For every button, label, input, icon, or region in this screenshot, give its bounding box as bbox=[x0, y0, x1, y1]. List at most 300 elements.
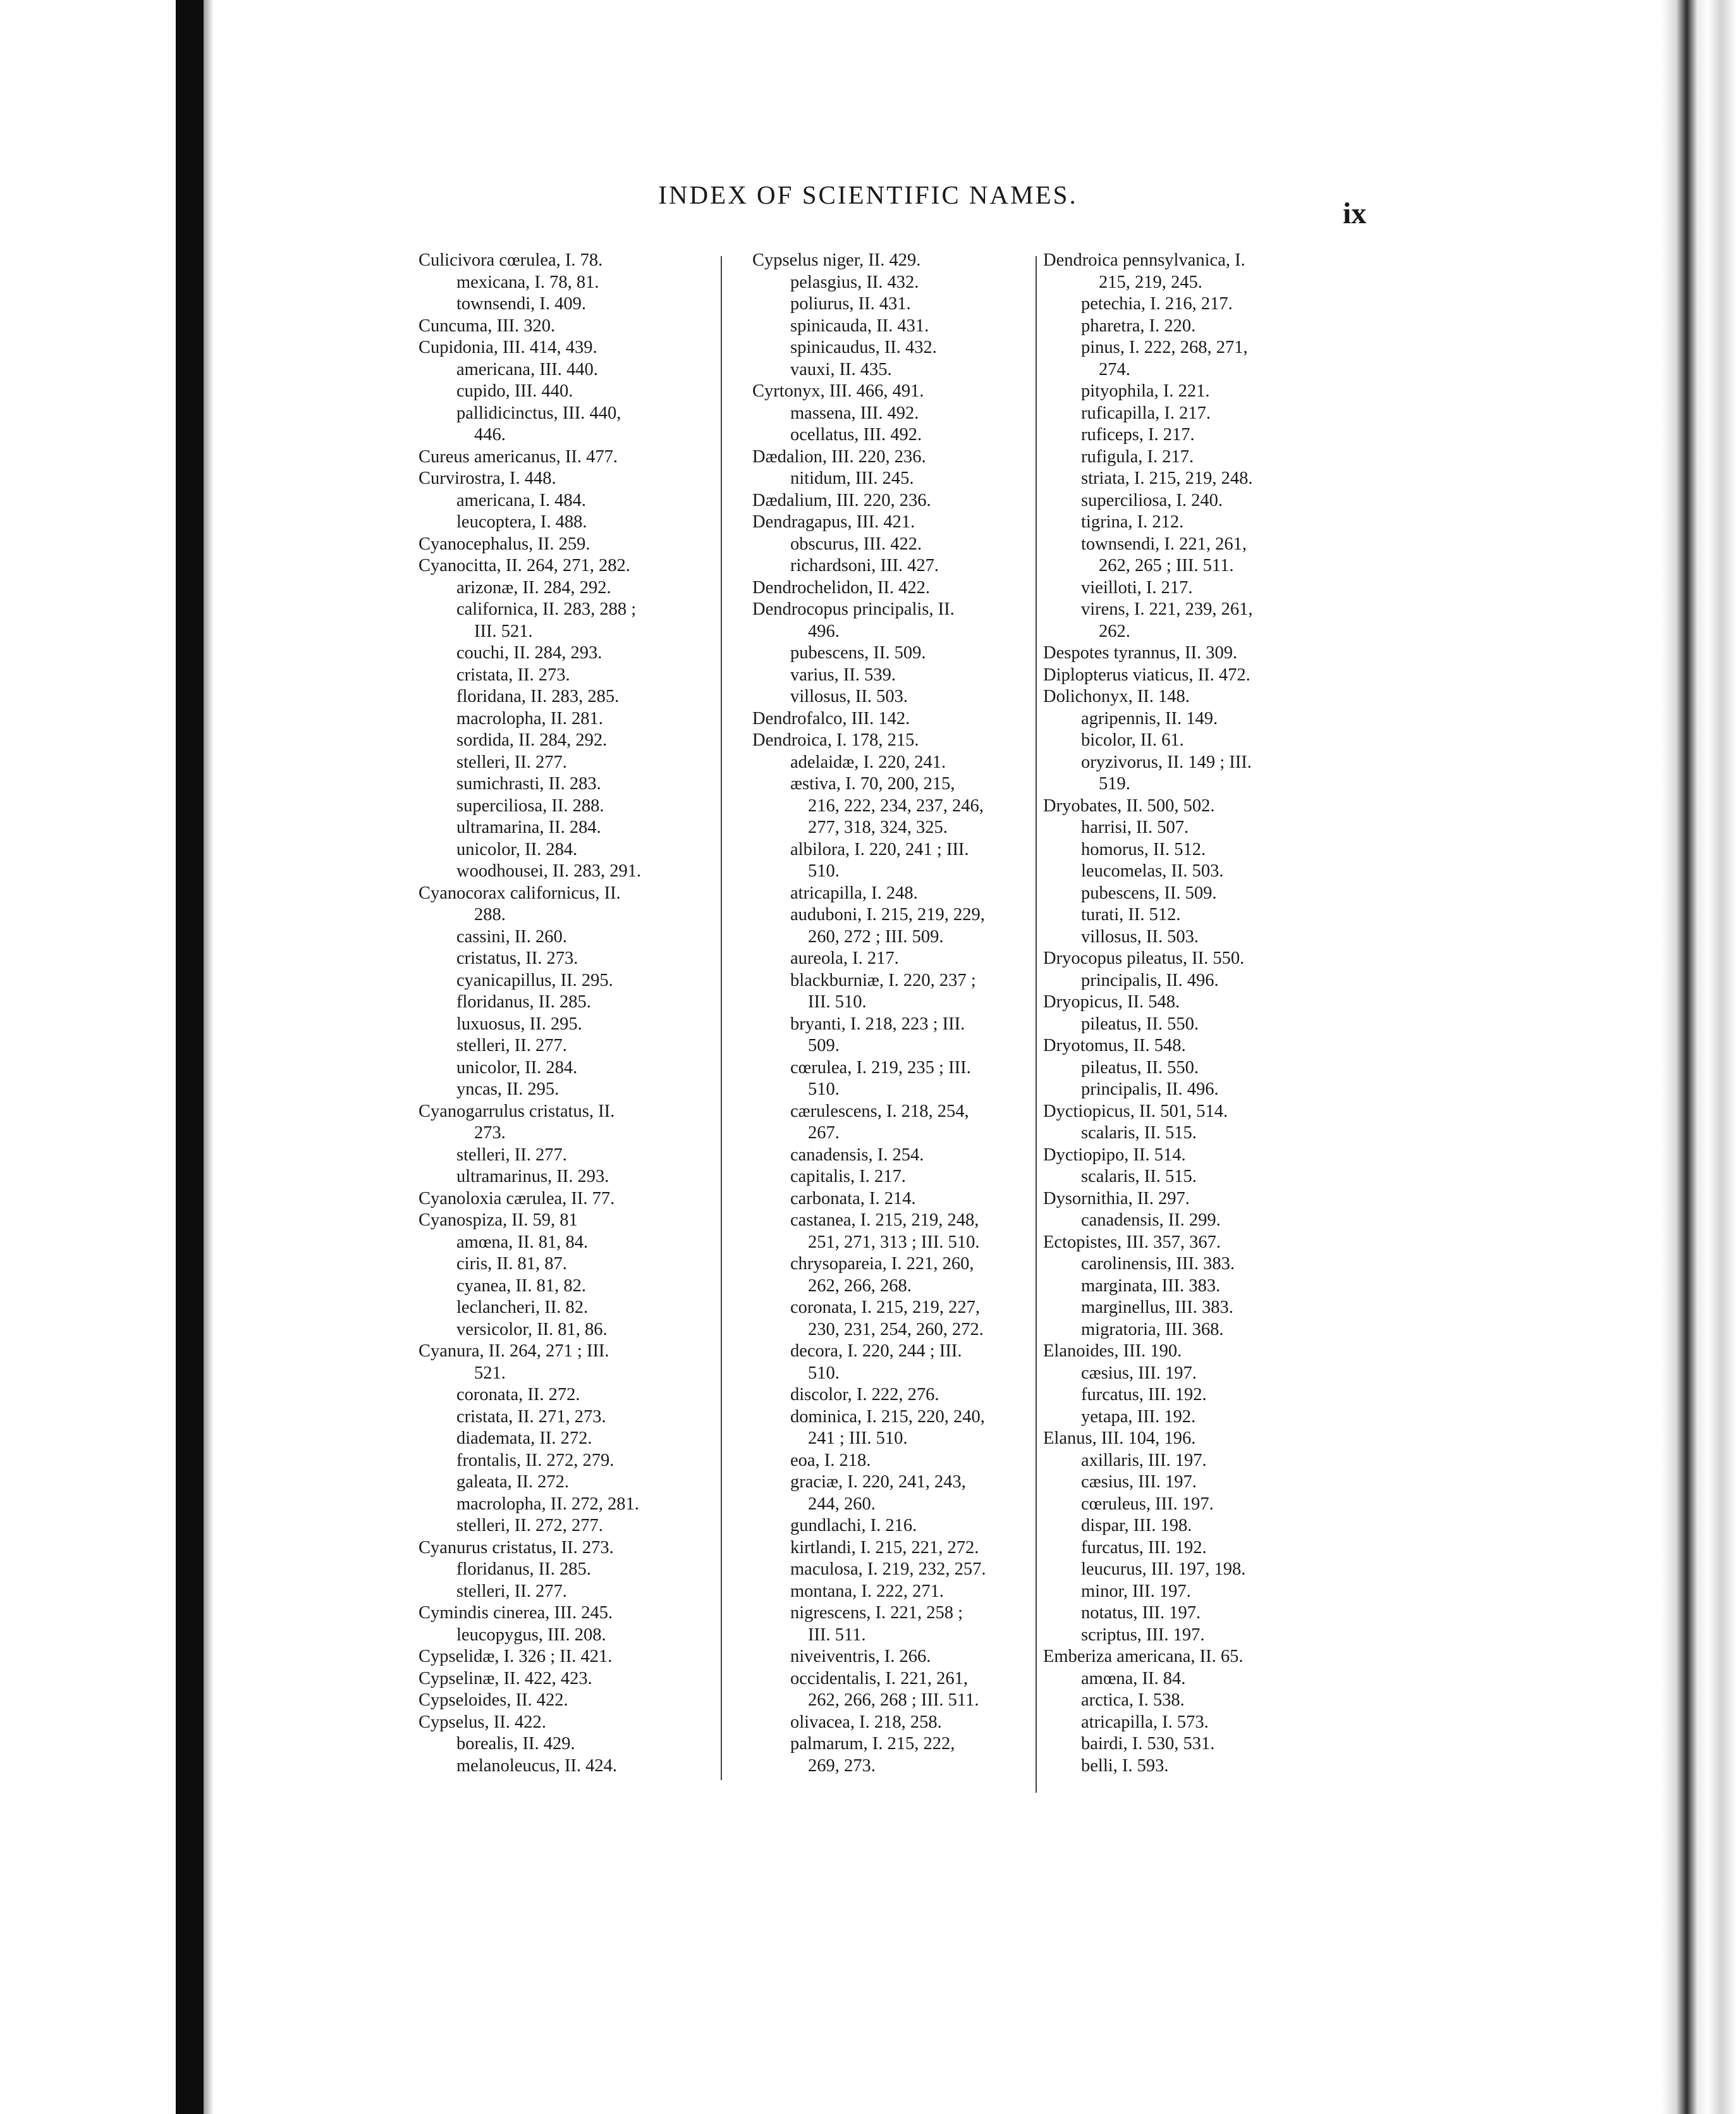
index-entry-text: petechia, I. 216, 217. bbox=[1081, 294, 1233, 314]
index-entry bbox=[1043, 948, 1372, 970]
index-entry-text: luxuosus, II. 295. bbox=[456, 1014, 582, 1034]
index-entry-text: unicolor, II. 284. bbox=[456, 839, 578, 859]
index-entry-continuation: 496. bbox=[808, 621, 840, 641]
index-entry bbox=[419, 665, 747, 687]
index-entry bbox=[1043, 883, 1372, 905]
index-entry bbox=[752, 1733, 1049, 1777]
index-entry bbox=[419, 708, 747, 730]
index-entry-text: agripennis, II. 149. bbox=[1081, 708, 1218, 728]
index-entry bbox=[419, 1515, 747, 1537]
index-entry-text: superciliosa, I. 240. bbox=[1081, 490, 1223, 510]
index-entry-continuation: 251, 271, 313 ; III. 510. bbox=[808, 1232, 980, 1252]
index-entry bbox=[752, 599, 1049, 642]
index-entry bbox=[752, 446, 1049, 469]
index-entry-text: stelleri, II. 277. bbox=[456, 1145, 567, 1165]
index-entry bbox=[1043, 1035, 1372, 1057]
index-entry bbox=[752, 1450, 1049, 1472]
index-entry-text: blackburniæ, I. 220, 237 ; bbox=[790, 970, 976, 990]
index-entry bbox=[419, 1014, 747, 1036]
index-entry bbox=[419, 272, 747, 294]
index-entry bbox=[1043, 708, 1372, 730]
index-entry-text: maculosa, I. 219, 232, 257. bbox=[790, 1559, 986, 1579]
index-entry bbox=[1043, 1450, 1372, 1472]
index-entry-text: montana, I. 222, 271. bbox=[790, 1581, 944, 1601]
index-entry-text: nitidum, III. 245. bbox=[790, 469, 914, 488]
index-entry bbox=[1043, 686, 1372, 708]
index-entry bbox=[419, 796, 747, 818]
index-entry bbox=[1043, 512, 1372, 534]
index-entry bbox=[1043, 1494, 1372, 1516]
index-entry-text: virens, I. 221, 239, 261, bbox=[1081, 599, 1253, 619]
index-entry-text: Cyanocitta, II. 264, 271, 282. bbox=[419, 556, 630, 575]
index-entry-text: Elanus, III. 104, 196. bbox=[1043, 1429, 1196, 1448]
index-entry-text: adelaidæ, I. 220, 241. bbox=[790, 752, 946, 772]
index-entry bbox=[1043, 904, 1372, 926]
index-entry-text: pubescens, II. 509. bbox=[1081, 883, 1217, 903]
index-entry-text: versicolor, II. 81, 86. bbox=[456, 1319, 608, 1339]
index-entry bbox=[419, 403, 747, 446]
index-entry-text: auduboni, I. 215, 219, 229, bbox=[790, 905, 985, 925]
index-entry bbox=[419, 1166, 747, 1188]
index-entry bbox=[1043, 1363, 1372, 1385]
index-entry-text: bryanti, I. 218, 223 ; III. bbox=[790, 1014, 965, 1034]
index-entry bbox=[419, 686, 747, 708]
index-entry-text: unicolor, II. 284. bbox=[456, 1057, 578, 1078]
index-entry bbox=[1043, 1755, 1372, 1778]
index-entry bbox=[752, 708, 1049, 730]
index-entry-text: diademata, II. 272. bbox=[456, 1429, 592, 1448]
index-entry bbox=[419, 1668, 747, 1690]
index-entry-text: ultramarina, II. 284. bbox=[456, 818, 601, 837]
index-entry-text: coronata, I. 215, 219, 227, bbox=[790, 1298, 980, 1317]
index-entry-text: americana, III. 440. bbox=[456, 359, 598, 379]
index-entry bbox=[752, 250, 1049, 272]
index-entry bbox=[419, 1145, 747, 1167]
index-entry bbox=[1043, 1581, 1372, 1603]
index-entry bbox=[752, 534, 1049, 556]
index-entry bbox=[419, 1319, 747, 1341]
index-entry bbox=[752, 1145, 1049, 1167]
index-entry-continuation: 262, 265 ; III. 511. bbox=[1099, 556, 1234, 575]
index-entry-text: Emberiza americana, II. 65. bbox=[1043, 1647, 1244, 1666]
index-entry bbox=[1043, 1232, 1372, 1254]
index-entry-continuation: 244, 260. bbox=[808, 1494, 876, 1514]
index-entry bbox=[419, 773, 747, 796]
index-entry bbox=[419, 1253, 747, 1275]
index-entry-text: amœna, II. 81, 84. bbox=[456, 1232, 589, 1252]
index-entry-text: bairdi, I. 530, 531. bbox=[1081, 1734, 1215, 1754]
index-entry-text: spinicauda, II. 431. bbox=[790, 316, 929, 336]
index-entry-continuation: 269, 273. bbox=[808, 1755, 876, 1776]
index-entry bbox=[752, 1341, 1049, 1384]
index-entry bbox=[419, 250, 747, 272]
index-entry-text: olivacea, I. 218, 258. bbox=[790, 1712, 942, 1732]
index-entry bbox=[419, 1297, 747, 1319]
index-entry-text: Cypselus niger, II. 429. bbox=[752, 250, 921, 270]
index-entry bbox=[1043, 403, 1372, 425]
index-entry-text: canadensis, I. 254. bbox=[790, 1145, 924, 1165]
index-entry bbox=[1043, 1275, 1372, 1298]
index-entry-continuation: 262. bbox=[1099, 621, 1130, 641]
index-entry bbox=[419, 1559, 747, 1581]
index-entry-text: yncas, II. 295. bbox=[456, 1079, 559, 1099]
index-column-2 bbox=[752, 250, 1049, 1777]
index-entry-text: oryzivorus, II. 149 ; III. bbox=[1081, 752, 1252, 772]
index-entry-text: furcatus, III. 192. bbox=[1081, 1537, 1207, 1558]
index-entry bbox=[419, 1755, 747, 1778]
index-entry bbox=[419, 861, 747, 883]
index-entry bbox=[1043, 424, 1372, 446]
index-entry bbox=[1043, 926, 1372, 949]
index-entry-text: rufigula, I. 217. bbox=[1081, 446, 1194, 467]
index-entry-text: nigrescens, I. 221, 258 ; bbox=[790, 1603, 963, 1623]
index-entry-text: Dryocopus pileatus, II. 550. bbox=[1043, 949, 1245, 968]
index-entry-text: villosus, II. 503. bbox=[1081, 926, 1199, 947]
index-entry-continuation: 446. bbox=[474, 425, 506, 445]
index-entry bbox=[419, 1428, 747, 1450]
index-entry bbox=[1043, 381, 1372, 403]
index-entry bbox=[419, 555, 747, 577]
index-entry bbox=[1043, 337, 1372, 381]
index-entry-text: pharetra, I. 220. bbox=[1081, 316, 1196, 336]
index-entry-continuation: 262, 266, 268. bbox=[808, 1275, 912, 1296]
index-entry bbox=[752, 1188, 1049, 1210]
index-entry-text: yetapa, III. 192. bbox=[1081, 1406, 1196, 1427]
index-entry-text: atricapilla, I. 248. bbox=[790, 883, 918, 903]
index-column-1 bbox=[419, 250, 747, 1777]
index-entry bbox=[1043, 1625, 1372, 1647]
index-entry bbox=[419, 1450, 747, 1472]
index-entry-text: palmarum, I. 215, 222, bbox=[790, 1734, 955, 1754]
index-entry bbox=[419, 1101, 747, 1145]
index-entry-continuation: 521. bbox=[474, 1363, 506, 1383]
index-entry bbox=[752, 1057, 1049, 1101]
index-entry bbox=[1043, 599, 1372, 642]
index-entry bbox=[752, 359, 1049, 381]
index-entry-text: Cyanura, II. 264, 271 ; III. bbox=[419, 1341, 609, 1361]
index-column-3 bbox=[1043, 250, 1372, 1777]
index-entry-continuation: 260, 272 ; III. 509. bbox=[808, 926, 944, 947]
index-entry bbox=[752, 839, 1049, 883]
index-entry-text: macrolopha, II. 281. bbox=[456, 708, 603, 728]
index-entry bbox=[1043, 1668, 1372, 1690]
index-entry-continuation: 510. bbox=[808, 1363, 840, 1383]
index-entry-text: Diplopterus viaticus, II. 472. bbox=[1043, 665, 1250, 685]
index-entry-continuation: 273. bbox=[474, 1123, 506, 1143]
index-entry bbox=[419, 577, 747, 599]
index-entry-text: varius, II. 539. bbox=[790, 665, 896, 685]
index-entry-text: americana, I. 484. bbox=[456, 490, 586, 510]
index-entry-text: leucurus, III. 197, 198. bbox=[1081, 1559, 1246, 1579]
index-entry bbox=[419, 1210, 747, 1232]
index-entry bbox=[419, 883, 747, 926]
index-entry bbox=[1043, 577, 1372, 599]
index-entry-text: cœruleus, III. 197. bbox=[1081, 1494, 1214, 1514]
index-entry-text: townsendi, I. 409. bbox=[456, 294, 587, 314]
index-entry bbox=[419, 1275, 747, 1298]
index-entry bbox=[752, 730, 1049, 752]
index-entry bbox=[752, 1646, 1049, 1668]
index-entry-text: sumichrasti, II. 283. bbox=[456, 774, 601, 794]
index-entry bbox=[419, 1646, 747, 1668]
index-entry-continuation: 519. bbox=[1099, 774, 1130, 794]
index-entry bbox=[1043, 1188, 1372, 1210]
index-entry-text: harrisi, II. 507. bbox=[1081, 818, 1189, 837]
index-entry-text: coronata, II. 272. bbox=[456, 1385, 580, 1404]
index-entry bbox=[752, 403, 1049, 425]
index-entry-text: stelleri, II. 272, 277. bbox=[456, 1516, 603, 1535]
index-entry-text: turati, II. 512. bbox=[1081, 905, 1181, 925]
index-entry bbox=[752, 773, 1049, 839]
index-entry bbox=[1043, 1319, 1372, 1341]
index-entry bbox=[1043, 1559, 1372, 1581]
index-entry bbox=[1043, 534, 1372, 577]
index-entry-text: canadensis, II. 299. bbox=[1081, 1210, 1221, 1230]
index-entry-text: Cypselinæ, II. 422, 423. bbox=[419, 1668, 592, 1688]
index-entry bbox=[419, 490, 747, 512]
index-entry bbox=[419, 752, 747, 774]
index-entry bbox=[419, 1057, 747, 1079]
index-entry bbox=[1043, 1537, 1372, 1559]
index-entry-text: leucoptera, I. 488. bbox=[456, 512, 587, 532]
index-entry bbox=[752, 1014, 1049, 1057]
index-entry-text: Dryobates, II. 500, 502. bbox=[1043, 796, 1215, 816]
index-entry-text: striata, I. 215, 219, 248. bbox=[1081, 469, 1253, 488]
index-entry-continuation: 262, 266, 268 ; III. 511. bbox=[808, 1690, 979, 1710]
index-entry-text: poliurus, II. 431. bbox=[790, 294, 911, 314]
index-entry-text: woodhousei, II. 283, 291. bbox=[456, 861, 642, 881]
index-entry bbox=[1043, 642, 1372, 665]
index-entry-continuation: 510. bbox=[808, 861, 840, 881]
index-entry bbox=[1043, 1690, 1372, 1712]
index-entry bbox=[419, 1472, 747, 1494]
index-entry bbox=[1043, 1297, 1372, 1319]
index-entry-text: Culicivora cœrulea, I. 78. bbox=[419, 250, 603, 270]
index-entry bbox=[1043, 446, 1372, 469]
index-entry bbox=[419, 730, 747, 752]
index-entry-text: cyanea, II. 81, 82. bbox=[456, 1275, 586, 1296]
index-entry bbox=[419, 948, 747, 970]
index-entry bbox=[419, 642, 747, 665]
index-entry bbox=[419, 1733, 747, 1755]
index-entry-text: Dendrochelidon, II. 422. bbox=[752, 577, 930, 598]
index-entry bbox=[1043, 817, 1372, 839]
index-entry bbox=[1043, 839, 1372, 861]
index-entry bbox=[1043, 1122, 1372, 1145]
index-entry-text: stelleri, II. 277. bbox=[456, 1036, 567, 1055]
index-entry-text: Dendroica, I. 178, 215. bbox=[752, 730, 919, 750]
gutter-shading bbox=[204, 0, 214, 2114]
index-entry-text: dispar, III. 198. bbox=[1081, 1516, 1192, 1535]
index-entry bbox=[752, 948, 1049, 970]
index-entry-text: vauxi, II. 435. bbox=[790, 359, 892, 379]
index-entry bbox=[752, 1515, 1049, 1537]
index-entry bbox=[419, 337, 747, 359]
index-entry-text: pityophila, I. 221. bbox=[1081, 381, 1210, 401]
index-entry-text: leucomelas, II. 503. bbox=[1081, 861, 1224, 881]
index-entry-text: minor, III. 197. bbox=[1081, 1581, 1191, 1601]
index-entry-text: cæsius, III. 197. bbox=[1081, 1472, 1197, 1492]
index-entry bbox=[1043, 1646, 1372, 1668]
index-entry-text: Cyanocephalus, II. 259. bbox=[419, 534, 590, 554]
index-entry-text: pubescens, II. 509. bbox=[790, 643, 926, 663]
index-entry bbox=[419, 1581, 747, 1603]
index-entry bbox=[752, 642, 1049, 665]
index-entry bbox=[752, 555, 1049, 577]
index-entry-text: Dyctiopicus, II. 501, 514. bbox=[1043, 1101, 1228, 1121]
index-entry-text: stelleri, II. 277. bbox=[456, 752, 567, 772]
page-edge bbox=[1661, 0, 1736, 2114]
index-entry bbox=[419, 1035, 747, 1057]
index-entry-text: pelasgius, II. 432. bbox=[790, 272, 919, 292]
index-entry bbox=[1043, 1384, 1372, 1406]
index-entry-continuation: 215, 219, 245. bbox=[1099, 272, 1202, 292]
page-title: INDEX OF SCIENTIFIC NAMES. bbox=[658, 180, 1078, 209]
index-entry-text: Cupidonia, III. 414, 439. bbox=[419, 338, 597, 357]
index-entry-text: Ectopistes, III. 357, 367. bbox=[1043, 1232, 1221, 1252]
index-entry bbox=[1043, 1079, 1372, 1101]
index-entry bbox=[1043, 665, 1372, 687]
index-entry-text: Cypselidæ, I. 326 ; II. 421. bbox=[419, 1647, 613, 1666]
index-entry bbox=[1043, 1341, 1372, 1363]
index-entry bbox=[1043, 970, 1372, 992]
index-entry-text: homorus, II. 512. bbox=[1081, 839, 1206, 859]
index-entry-text: capitalis, I. 217. bbox=[790, 1167, 906, 1186]
index-entry bbox=[1043, 1210, 1372, 1232]
index-entry-continuation: 267. bbox=[808, 1123, 840, 1143]
index-entry-text: Dædalion, III. 220, 236. bbox=[752, 446, 926, 467]
index-entry-text: Cureus americanus, II. 477. bbox=[419, 446, 618, 467]
index-entry-text: cæsius, III. 197. bbox=[1081, 1363, 1197, 1383]
index-entry-text: decora, I. 220, 244 ; III. bbox=[790, 1341, 962, 1361]
index-entry bbox=[752, 970, 1049, 1014]
index-entry-text: spinicaudus, II. 432. bbox=[790, 338, 937, 357]
index-entry-text: chrysopareia, I. 221, 260, bbox=[790, 1254, 974, 1274]
index-entry bbox=[752, 577, 1049, 599]
index-entry bbox=[419, 1406, 747, 1429]
index-entry bbox=[419, 1384, 747, 1406]
index-entry bbox=[419, 468, 747, 490]
index-entry bbox=[419, 534, 747, 556]
index-entry-text: Dysornithia, II. 297. bbox=[1043, 1188, 1190, 1208]
index-entry-continuation: III. 511. bbox=[808, 1625, 866, 1645]
index-entry-text: Cyanoloxia cærulea, II. 77. bbox=[419, 1188, 615, 1208]
index-entry-text: graciæ, I. 220, 241, 243, bbox=[790, 1472, 966, 1492]
index-entry bbox=[1043, 1145, 1372, 1167]
index-entry bbox=[419, 1537, 747, 1559]
index-entry-text: eoa, I. 218. bbox=[790, 1450, 871, 1470]
index-entry-text: Cymindis cinerea, III. 245. bbox=[419, 1603, 613, 1623]
index-entry-text: carbonata, I. 214. bbox=[790, 1188, 916, 1208]
index-entry-text: leclancheri, II. 82. bbox=[456, 1298, 589, 1317]
index-entry bbox=[419, 1712, 747, 1734]
index-entry-text: cristata, II. 271, 273. bbox=[456, 1406, 606, 1427]
index-entry-continuation: 241 ; III. 510. bbox=[808, 1429, 908, 1448]
index-entry-text: ruficapilla, I. 217. bbox=[1081, 403, 1211, 423]
index-entry-text: tigrina, I. 212. bbox=[1081, 512, 1184, 532]
index-entry bbox=[1043, 468, 1372, 490]
index-entry-text: Dendroica pennsylvanica, I. bbox=[1043, 250, 1245, 270]
index-entry-text: Cyanocorax californicus, II. bbox=[419, 883, 621, 903]
index-entry-text: obscurus, III. 422. bbox=[790, 534, 922, 554]
index-entry bbox=[419, 817, 747, 839]
index-entry-continuation: 510. bbox=[808, 1079, 840, 1099]
index-entry-text: occidentalis, I. 221, 261, bbox=[790, 1668, 968, 1688]
index-entry bbox=[419, 1690, 747, 1712]
column-rule bbox=[1036, 256, 1037, 1793]
index-entry-text: mexicana, I. 78, 81. bbox=[456, 272, 599, 292]
index-entry-continuation: III. 521. bbox=[474, 621, 533, 641]
index-entry bbox=[752, 490, 1049, 512]
index-entry-text: pallidicinctus, III. 440, bbox=[456, 403, 621, 423]
index-entry-continuation: 216, 222, 234, 237, 246, bbox=[808, 796, 984, 816]
index-entry bbox=[419, 1341, 747, 1384]
index-entry-text: superciliosa, II. 288. bbox=[456, 796, 604, 816]
index-entry bbox=[752, 468, 1049, 490]
index-entry bbox=[1043, 1428, 1372, 1450]
index-entry-text: scriptus, III. 197. bbox=[1081, 1625, 1205, 1645]
index-entry-text: vieilloti, I. 217. bbox=[1081, 577, 1193, 598]
index-entry bbox=[419, 512, 747, 534]
index-entry bbox=[419, 1079, 747, 1101]
index-entry-text: dominica, I. 215, 220, 240, bbox=[790, 1406, 985, 1427]
index-entry-continuation: 277, 318, 324, 325. bbox=[808, 818, 948, 837]
index-entry-text: amœna, II. 84. bbox=[1081, 1668, 1186, 1688]
index-entry-text: ruficeps, I. 217. bbox=[1081, 425, 1195, 445]
index-entry bbox=[752, 752, 1049, 774]
index-entry-text: Curvirostra, I. 448. bbox=[419, 469, 556, 488]
index-entry bbox=[752, 686, 1049, 708]
index-entry-text: stelleri, II. 277. bbox=[456, 1581, 567, 1601]
index-entry-text: principalis, II. 496. bbox=[1081, 1079, 1219, 1099]
index-entry-text: massena, III. 492. bbox=[790, 403, 919, 423]
index-entry-text: borealis, II. 429. bbox=[456, 1734, 575, 1754]
index-entry-text: townsendi, I. 221, 261, bbox=[1081, 534, 1247, 554]
index-entry-text: atricapilla, I. 573. bbox=[1081, 1712, 1209, 1732]
index-entry bbox=[752, 1297, 1049, 1341]
index-entry-text: cristata, II. 273. bbox=[456, 665, 570, 685]
index-entry-text: Dendragapus, III. 421. bbox=[752, 512, 915, 532]
index-entry-text: pileatus, II. 550. bbox=[1081, 1057, 1199, 1078]
index-entry bbox=[1043, 730, 1372, 752]
index-entry-text: macrolopha, II. 272, 281. bbox=[456, 1494, 639, 1514]
index-entry-text: melanoleucus, II. 424. bbox=[456, 1755, 618, 1776]
index-entry bbox=[419, 1602, 747, 1625]
index-entry-text: Cypseloides, II. 422. bbox=[419, 1690, 568, 1710]
index-entry-text: sordida, II. 284, 292. bbox=[456, 730, 608, 750]
index-entry-text: leucopygus, III. 208. bbox=[456, 1625, 606, 1645]
index-entry-text: Dyctiopipo, II. 514. bbox=[1043, 1145, 1186, 1165]
index-entry-text: marginellus, III. 383. bbox=[1081, 1298, 1233, 1317]
index-entry-text: belli, I. 593. bbox=[1081, 1755, 1169, 1776]
index-entry-text: floridana, II. 283, 285. bbox=[456, 687, 620, 706]
index-entry bbox=[752, 512, 1049, 534]
index-entry-text: Dædalium, III. 220, 236. bbox=[752, 490, 931, 510]
index-entry-text: cassini, II. 260. bbox=[456, 926, 567, 947]
index-entry bbox=[752, 1668, 1049, 1712]
index-entry-text: scalaris, II. 515. bbox=[1081, 1167, 1197, 1186]
index-entry bbox=[752, 424, 1049, 446]
index-entry-text: floridanus, II. 285. bbox=[456, 992, 591, 1012]
index-entry-text: ciris, II. 81, 87. bbox=[456, 1254, 567, 1274]
index-entry bbox=[419, 1232, 747, 1254]
index-entry bbox=[1043, 1101, 1372, 1123]
index-entry bbox=[1043, 796, 1372, 818]
index-entry-text: frontalis, II. 272, 279. bbox=[456, 1450, 614, 1470]
index-entry bbox=[752, 381, 1049, 403]
index-entry-text: principalis, II. 496. bbox=[1081, 970, 1219, 990]
index-entry bbox=[419, 1494, 747, 1516]
